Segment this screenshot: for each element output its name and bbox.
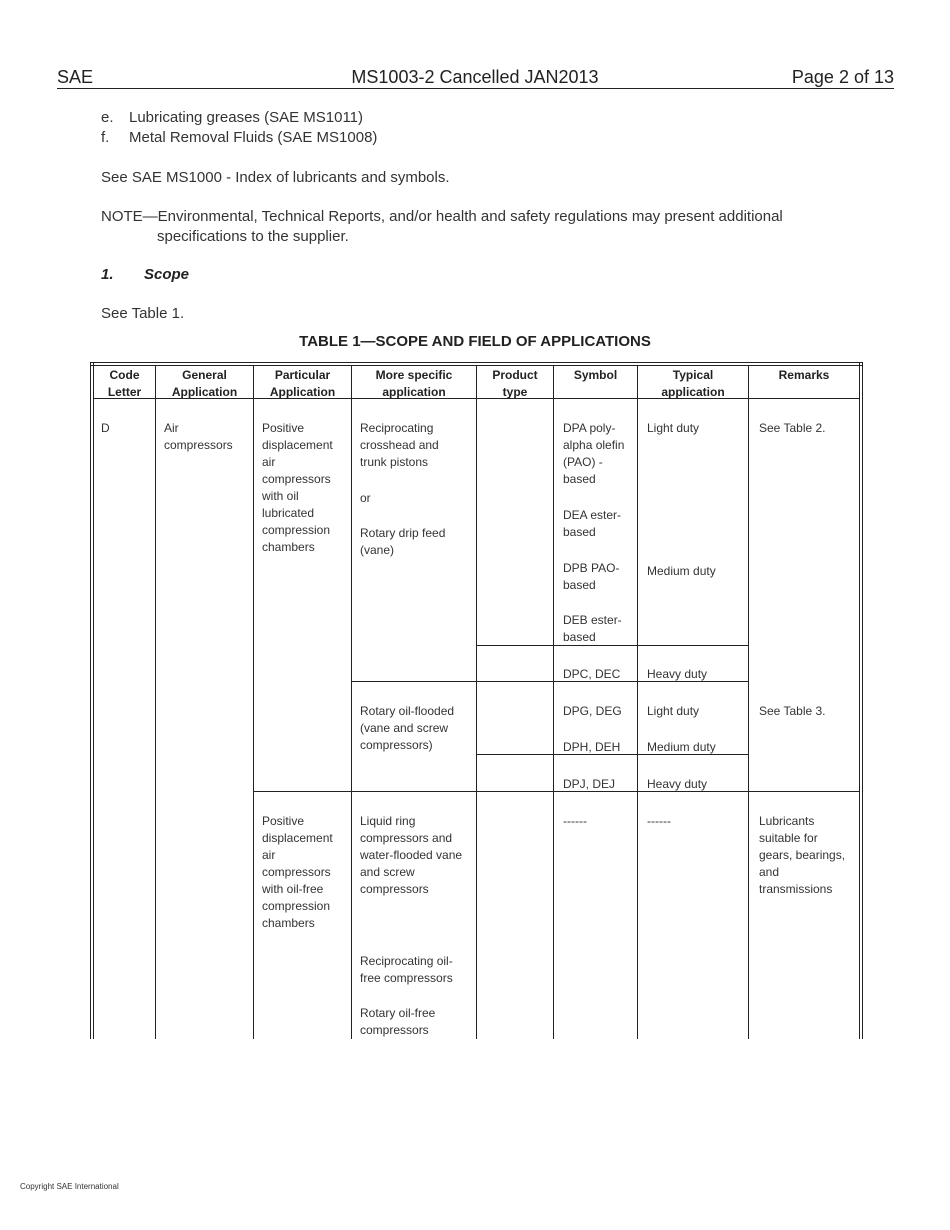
list-marker-f: f. [101,129,110,146]
table-title: TABLE 1—SCOPE AND FIELD OF APPLICATIONS [299,333,651,350]
cell-specific-reciprocating: Reciprocating crosshead and trunk pistons [360,421,439,469]
cell-specific-or: or [360,491,371,505]
cell-remarks-lubricants: Lubricants suitable for gears, bearings, and transmissions [759,814,846,896]
th-remarks: Remarks [778,368,830,382]
cell-symbol-dph: DPH, DEH [563,740,621,754]
see-index-text: See SAE MS1000 - Index of lubricants and symbols. [101,169,450,186]
col-divider [253,366,254,1039]
th-symbol: Symbol [573,368,618,382]
col-divider [748,366,749,1039]
cell-symbol-dpj: DPJ, DEJ [563,777,616,791]
cell-particular-oil-lubricated: Positive displacement air compressors with oil lubricated compression chambers [262,421,333,554]
cell-specific-rotary-oil-free: Rotary oil-free compressors [360,1006,436,1037]
cell-symbol-dash: ------ [563,814,587,828]
col-divider [476,366,477,1039]
cell-remarks-table3: See Table 3. [759,704,826,718]
cell-typical-dash: ------ [647,814,671,828]
list-marker-e: e. [101,109,114,126]
header-rule [57,88,894,89]
note-line-2: specifications to the supplier. [157,228,349,245]
cell-typical-light-1: Light duty [647,421,700,435]
th-typical-application: Typical application [661,368,725,399]
cell-typical-heavy-1: Heavy duty [647,667,708,681]
cell-symbol-dpg: DPG, DEG [563,704,622,718]
list-item-e: Lubricating greases (SAE MS1011) [129,109,364,126]
th-code-letter: Code Letter [107,368,142,399]
col-divider [155,366,156,1039]
cell-symbol-dpb: DPB PAO- based [563,561,620,592]
cell-typical-medium-2: Medium duty [647,740,716,754]
cell-specific-rotary-drip: Rotary drip feed (vane) [360,526,446,557]
cell-specific-recip-oil-free: Reciprocating oil- free compressors [360,954,453,985]
cell-symbol-dpa: DPA poly- alpha olefin (PAO) - based [563,421,625,486]
col-divider [351,366,352,1039]
note-line-1: NOTE—Environmental, Technical Reports, and/or health and safety regulations may present additional [101,208,783,225]
cell-general: Air compressors [164,421,233,452]
th-general-application: General Application [171,368,238,399]
section-number: 1. [101,266,114,283]
row-divider [253,791,859,792]
col-divider [637,366,638,1039]
cell-remarks-table2: See Table 2. [759,421,826,435]
cell-typical-heavy-2: Heavy duty [647,777,708,791]
see-table-text: See Table 1. [101,305,185,322]
cell-specific-liquid-ring: Liquid ring compressors and water-flooded vane and screw compressors [360,814,463,896]
col-divider [553,366,554,1039]
cell-symbol-dpc: DPC, DEC [563,667,621,681]
cell-symbol-dea: DEA ester- based [563,508,622,539]
copyright-footer: Copyright SAE International [20,1182,119,1191]
section-title: Scope [144,266,190,283]
th-product-type: Product type [492,368,538,399]
cell-typical-light-2: Light duty [647,704,700,718]
header-left: SAE [57,67,94,87]
header-center: MS1003-2 Cancelled JAN2013 [351,67,599,87]
cell-particular-oil-free: Positive displacement air compressors with oil-free compression chambers [262,814,333,930]
cell-symbol-deb: DEB ester- based [563,613,622,644]
header-right: Page 2 of 13 [791,67,894,87]
th-particular-application: Particular Application [269,368,336,399]
th-more-specific: More specific application [375,368,453,399]
list-item-f: Metal Removal Fluids (SAE MS1008) [129,129,378,146]
cell-typical-medium-1: Medium duty [647,564,716,578]
table-right-border [859,362,863,1039]
cell-specific-rotary-flooded: Rotary oil-flooded (vane and screw compressors) [360,704,455,752]
cell-code: D [101,421,110,435]
table-left-border [90,362,94,1039]
